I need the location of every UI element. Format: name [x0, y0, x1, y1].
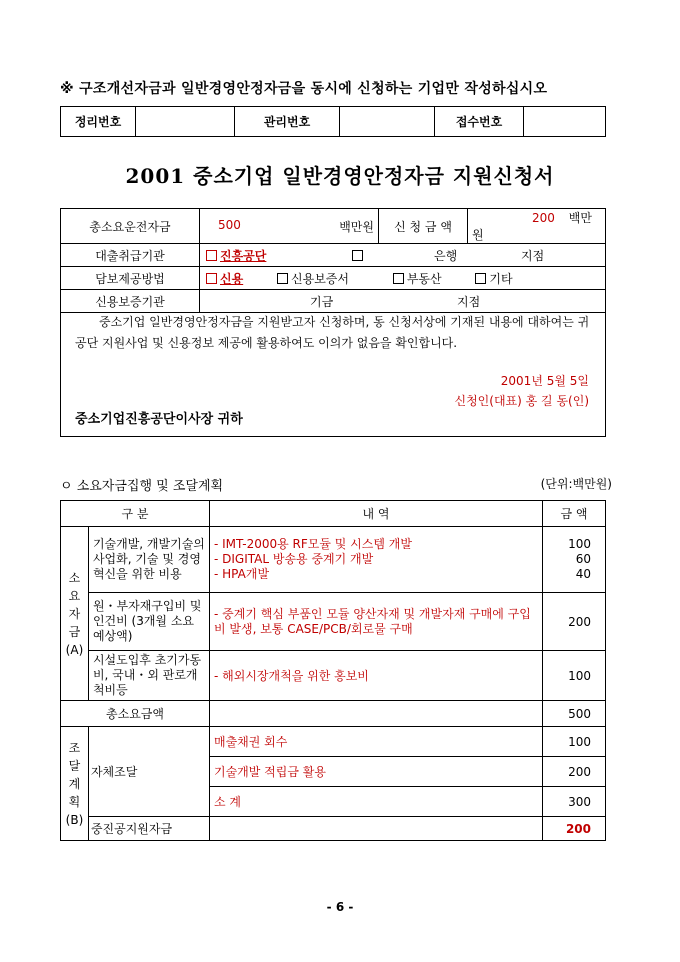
row-detail: - IMT-2000용 RF모듈 및 시스템 개발 - DIGITAL 방송용 중계기 개발 - HPA개발: [210, 527, 543, 593]
row-amount: 200: [543, 593, 606, 651]
guarantor-fund-label: 기금: [310, 294, 334, 309]
checkbox-icon: [277, 273, 288, 284]
lender-branch-label: 지점: [521, 248, 545, 263]
header-amount: 금 액: [543, 501, 606, 527]
loan-value: 200: [543, 817, 606, 841]
row-detail: - 중계기 핵심 부품인 모듈 양산자재 및 개발자재 구매에 구입비 발생, 보통 CASE/PCB/회로물 구매: [210, 593, 543, 651]
header-category: 구 분: [61, 501, 210, 527]
page-number: - 6 -: [326, 900, 354, 914]
self-row-detail: 소 계: [210, 787, 543, 817]
section-unit: (단위:백만원): [540, 477, 612, 491]
section-title: ㅇ 소요자금집행 및 조달계획: [60, 479, 224, 494]
mgmt-number-field[interactable]: [340, 107, 435, 137]
lender-bank-label: 은행: [434, 248, 458, 263]
request-amount-unit: 백만원: [472, 211, 592, 242]
self-row-detail: 매출채권 회수: [210, 727, 543, 757]
reg-number-field[interactable]: [136, 107, 235, 137]
statement-addressee: 중소기업진흥공단이사장 귀하: [75, 412, 243, 427]
statement-box: [60, 302, 606, 437]
application-table: [60, 208, 606, 313]
row-category: 원・부자재구입비 및 인건비 (3개월 소요예상액): [88, 593, 209, 651]
row-detail: - 해외시장개척을 위한 홍보비: [210, 651, 543, 701]
reg-number-label: 정리번호: [61, 107, 136, 137]
guarantor-branch-label: 지점: [457, 294, 481, 309]
row-amount: 100 60 40: [543, 527, 606, 593]
guarantor-label: 신용보증기관: [61, 290, 200, 313]
fund-plan-table: [60, 500, 606, 841]
statement-body: 중소기업 일반경영안정자금을 지원받고자 신청하며, 동 신청서상에 기재된 내용에 대하여는 귀 공단 지원사업 및 신용정보 제공에 활용하여도 이의가 없음을 확인합니다.: [75, 315, 590, 350]
registration-table: [60, 106, 606, 137]
required-funds-label: 소 요 자 금 (A): [61, 527, 89, 701]
request-amount-value: 200: [532, 211, 555, 225]
self-row-detail: 기술개발 적립금 활용: [210, 757, 543, 787]
procurement-plan-label: 조 달 계 획 (B): [61, 727, 89, 841]
total-fund-label: 총소요운전자금: [61, 209, 200, 244]
request-amount-label: 신 청 금 액: [379, 209, 468, 244]
receipt-number-field[interactable]: [524, 107, 606, 137]
collateral-option-guarantee[interactable]: 신용보증서: [277, 272, 349, 286]
statement-date: 2001년 5월 5일: [500, 374, 589, 388]
page-title: 2001 중소기업 일반경영안정자금 지원신청서: [125, 164, 555, 188]
total-label: 총소요금액: [61, 701, 210, 727]
collateral-label: 담보제공방법: [61, 267, 200, 290]
mgmt-number-label: 관리번호: [235, 107, 340, 137]
checkbox-icon: [206, 250, 217, 261]
row-category: 기술개발, 개발기술의 사업화, 기술 및 경영혁신을 위한 비용: [88, 527, 209, 593]
lender-option-bank[interactable]: [352, 249, 366, 263]
lender-label: 대출취급기관: [61, 244, 200, 267]
row-category: 시설도입후 초기가동비, 국내・외 판로개척비등: [88, 651, 209, 701]
notice-text: ※ 구조개선자금과 일반경영안정자금을 동시에 신청하는 기업만 작성하십시오: [60, 81, 548, 97]
checkbox-icon: [475, 273, 486, 284]
collateral-option-credit[interactable]: 신용: [206, 272, 243, 286]
checkbox-icon: [206, 273, 217, 284]
total-fund-value: 500: [218, 217, 241, 232]
collateral-option-realestate[interactable]: 부동산: [393, 272, 442, 286]
receipt-number-label: 접수번호: [435, 107, 524, 137]
lender-option-sbc[interactable]: 진흥공단: [206, 249, 266, 263]
checkbox-icon: [393, 273, 404, 284]
header-detail: 내 역: [210, 501, 543, 527]
statement-signer: 신청인(대표) 홍 길 동(인): [454, 394, 589, 408]
row-amount: 100: [543, 651, 606, 701]
self-row-amount: 200: [543, 757, 606, 787]
total-fund-unit: 백만원: [339, 219, 374, 234]
loan-label: 중진공지원자금: [88, 817, 209, 841]
total-value: 500: [543, 701, 606, 727]
checkbox-icon: [352, 250, 363, 261]
collateral-option-other[interactable]: 기타: [475, 272, 512, 286]
self-row-amount: 300: [543, 787, 606, 817]
self-row-amount: 100: [543, 727, 606, 757]
self-procurement-label: 자체조달: [88, 727, 209, 817]
